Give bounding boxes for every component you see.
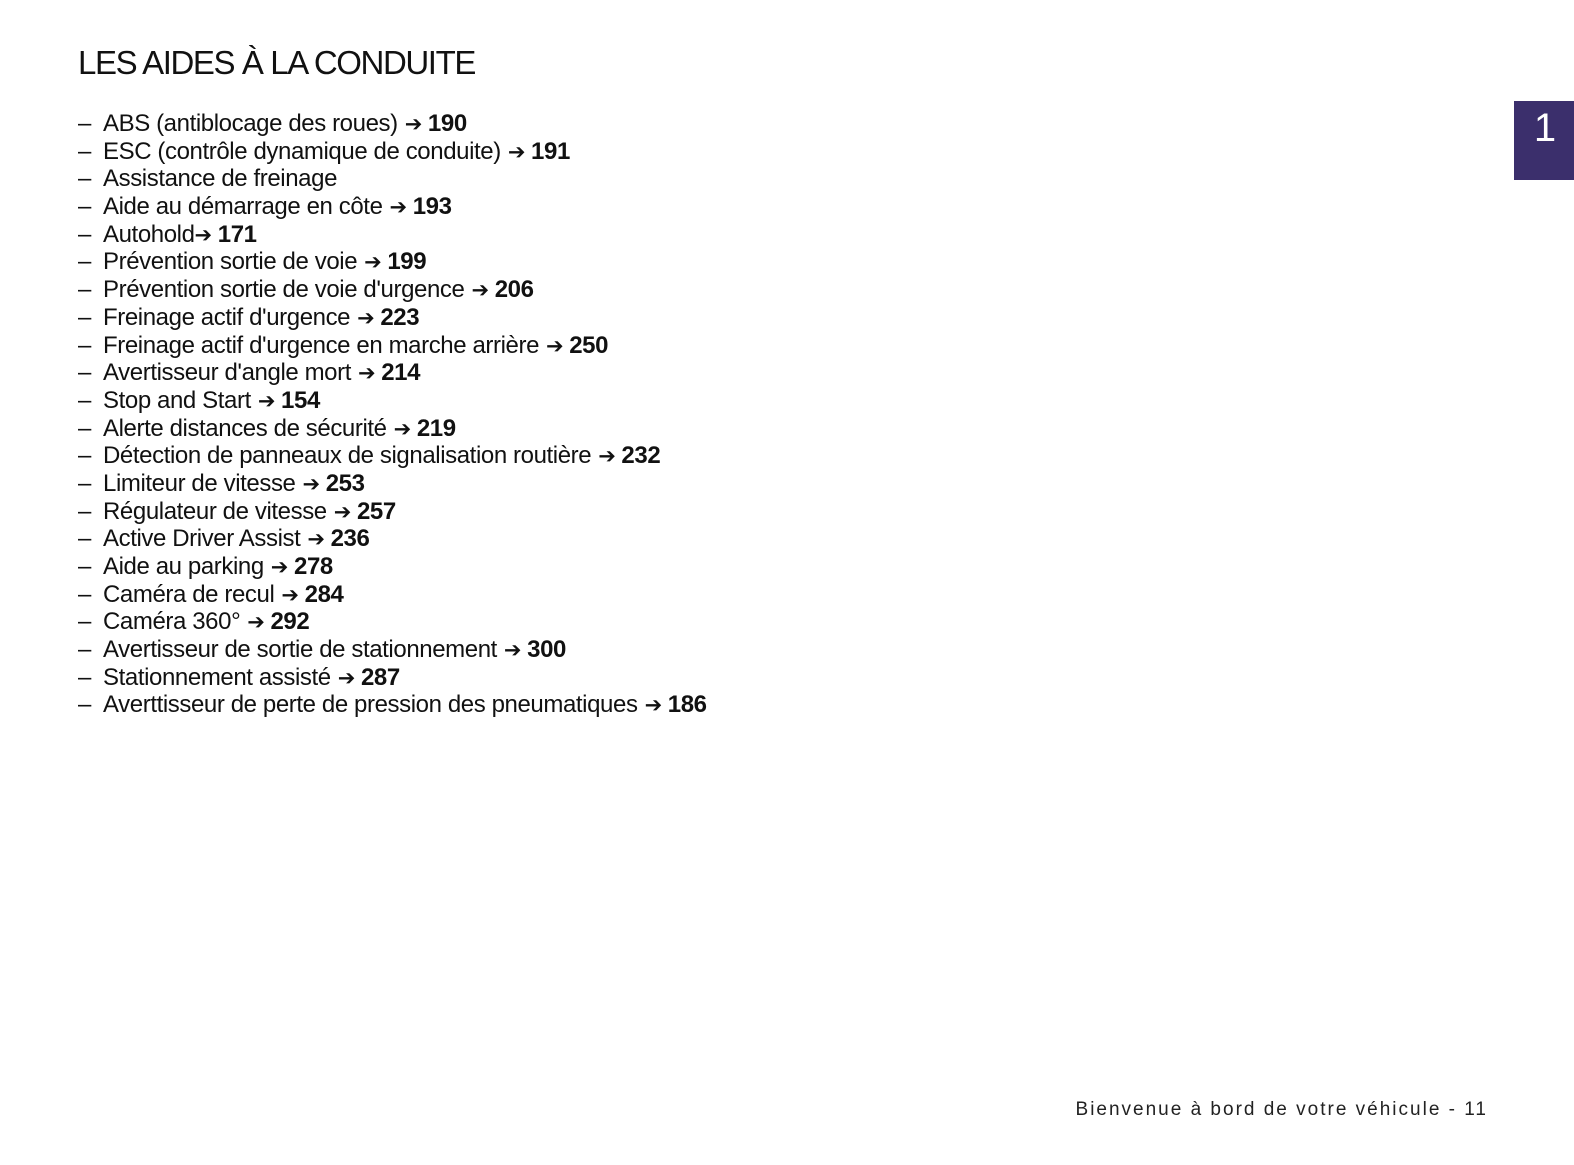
- page-reference[interactable]: 206: [494, 276, 534, 304]
- chapter-tab[interactable]: [1514, 101, 1574, 180]
- page-reference[interactable]: 236: [330, 525, 370, 553]
- page-reference[interactable]: 278: [294, 553, 333, 580]
- list-item[interactable]: [78, 110, 707, 138]
- dash-bullet: –: [78, 414, 91, 442]
- page-reference[interactable]: 186: [667, 691, 707, 719]
- list-item[interactable]: [78, 221, 707, 249]
- item-label: Active Driver Assist: [103, 525, 301, 553]
- page-title: LES AIDES À LA CONDUITE: [78, 44, 475, 81]
- page-reference[interactable]: 253: [325, 469, 365, 497]
- dash-bullet: –: [78, 165, 91, 193]
- list-item[interactable]: [78, 498, 707, 526]
- list-item[interactable]: [78, 193, 707, 221]
- dash-bullet: –: [78, 636, 91, 664]
- arrow-right-icon: ➔: [302, 472, 320, 496]
- arrow-right-icon: ➔: [546, 334, 564, 358]
- list-item[interactable]: [78, 691, 707, 719]
- arrow-right-icon: ➔: [471, 279, 489, 303]
- page-reference[interactable]: 223: [380, 303, 420, 331]
- arrow-right-icon: ➔: [257, 389, 276, 413]
- item-label: Assistance de freinage: [103, 165, 338, 193]
- dash-bullet: –: [78, 386, 91, 414]
- dash-bullet: –: [78, 276, 91, 304]
- arrow-right-icon: ➔: [503, 639, 522, 663]
- list-item[interactable]: [78, 581, 707, 609]
- item-label: Prévention sortie de voie: [103, 248, 358, 276]
- arrow-right-icon: ➔: [389, 196, 407, 220]
- dash-bullet: –: [78, 137, 91, 165]
- item-label: Caméra de recul: [103, 580, 275, 608]
- arrow-right-icon: ➔: [357, 306, 375, 330]
- arrow-right-icon: ➔: [194, 223, 212, 247]
- page-reference[interactable]: 193: [412, 193, 452, 221]
- list-item[interactable]: [78, 442, 707, 470]
- item-label: Régulateur de vitesse: [103, 497, 327, 525]
- list-item[interactable]: [78, 553, 707, 581]
- item-label: Avertisseur de sortie de stationnement: [103, 636, 497, 664]
- dash-bullet: –: [78, 608, 91, 636]
- item-label: ESC (contrôle dynamique de conduite): [103, 137, 501, 165]
- item-label: Freinage actif d'urgence en marche arrière: [103, 331, 540, 359]
- item-label: ABS (antiblocage des roues): [103, 110, 398, 137]
- page-reference[interactable]: 171: [217, 220, 257, 248]
- item-label: Détection de panneaux de signalisation routière: [103, 442, 592, 470]
- dash-bullet: –: [78, 193, 91, 221]
- dash-bullet: –: [78, 691, 91, 719]
- dash-bullet: –: [78, 663, 91, 691]
- page-reference[interactable]: 300: [527, 636, 566, 664]
- arrow-right-icon: ➔: [598, 445, 616, 469]
- page-reference[interactable]: 284: [304, 580, 344, 608]
- page-reference[interactable]: 257: [356, 497, 396, 525]
- list-item[interactable]: [78, 387, 707, 415]
- item-label: Averttisseur de perte de pression des pneumatiques: [103, 691, 638, 719]
- list-item[interactable]: [78, 138, 707, 166]
- arrow-right-icon: ➔: [393, 417, 411, 441]
- page-reference[interactable]: 250: [569, 331, 609, 359]
- dash-bullet: –: [78, 497, 91, 525]
- item-label: Limiteur de vitesse: [103, 469, 296, 497]
- list-item[interactable]: [78, 664, 707, 692]
- arrow-right-icon: ➔: [404, 113, 422, 136]
- list-item[interactable]: [78, 415, 707, 443]
- dash-bullet: –: [78, 248, 91, 276]
- arrow-right-icon: ➔: [337, 666, 355, 690]
- arrow-right-icon: ➔: [644, 694, 662, 718]
- arrow-right-icon: ➔: [364, 251, 382, 275]
- list-item[interactable]: [78, 359, 707, 387]
- page-reference[interactable]: 219: [416, 414, 456, 442]
- item-label: Prévention sortie de voie d'urgence: [103, 276, 465, 304]
- list-item[interactable]: [78, 636, 707, 664]
- list-item[interactable]: [78, 332, 707, 360]
- item-label: Aide au parking: [103, 553, 264, 580]
- dash-bullet: –: [78, 580, 91, 608]
- arrow-right-icon: ➔: [270, 556, 288, 579]
- item-label: Stationnement assisté: [103, 663, 331, 691]
- item-label: Freinage actif d'urgence: [103, 303, 351, 331]
- dash-bullet: –: [78, 553, 91, 580]
- dash-bullet: –: [78, 442, 91, 470]
- page-reference[interactable]: 292: [270, 608, 310, 636]
- page-reference[interactable]: 232: [621, 442, 661, 470]
- arrow-right-icon: ➔: [307, 528, 325, 552]
- dash-bullet: –: [78, 110, 91, 137]
- page-reference[interactable]: 191: [531, 137, 570, 165]
- page-reference[interactable]: 154: [281, 386, 320, 414]
- arrow-right-icon: ➔: [358, 362, 376, 386]
- dash-bullet: –: [78, 525, 91, 553]
- arrow-right-icon: ➔: [281, 583, 299, 607]
- item-label: Autohold: [103, 220, 195, 248]
- item-label: Stop and Start: [103, 386, 251, 414]
- list-item[interactable]: [78, 525, 707, 553]
- page-reference[interactable]: 287: [360, 663, 400, 691]
- chapter-number: 1: [1533, 105, 1557, 150]
- page-reference[interactable]: 214: [381, 359, 421, 387]
- page-footer: Bienvenue à bord de votre véhicule - 11: [1075, 1099, 1488, 1120]
- list-item[interactable]: [78, 608, 707, 636]
- dash-bullet: –: [78, 359, 91, 387]
- arrow-right-icon: ➔: [247, 611, 265, 635]
- list-item[interactable]: [78, 304, 707, 332]
- dash-bullet: –: [78, 220, 91, 248]
- page-reference[interactable]: 190: [427, 110, 467, 137]
- arrow-right-icon: ➔: [507, 140, 526, 164]
- item-label: Aide au démarrage en côte: [103, 193, 383, 221]
- dash-bullet: –: [78, 469, 91, 497]
- dash-bullet: –: [78, 303, 91, 331]
- list-item[interactable]: [78, 248, 707, 276]
- driving-aids-list: [78, 110, 707, 719]
- item-label: Alerte distances de sécurité: [103, 414, 387, 442]
- page-reference[interactable]: 199: [387, 248, 427, 276]
- list-item[interactable]: [78, 470, 707, 498]
- item-label: Avertisseur d'angle mort: [103, 359, 351, 387]
- list-item[interactable]: [78, 165, 707, 193]
- dash-bullet: –: [78, 331, 91, 359]
- list-item[interactable]: [78, 276, 707, 304]
- arrow-right-icon: ➔: [333, 500, 351, 524]
- item-label: Caméra 360°: [103, 608, 241, 636]
